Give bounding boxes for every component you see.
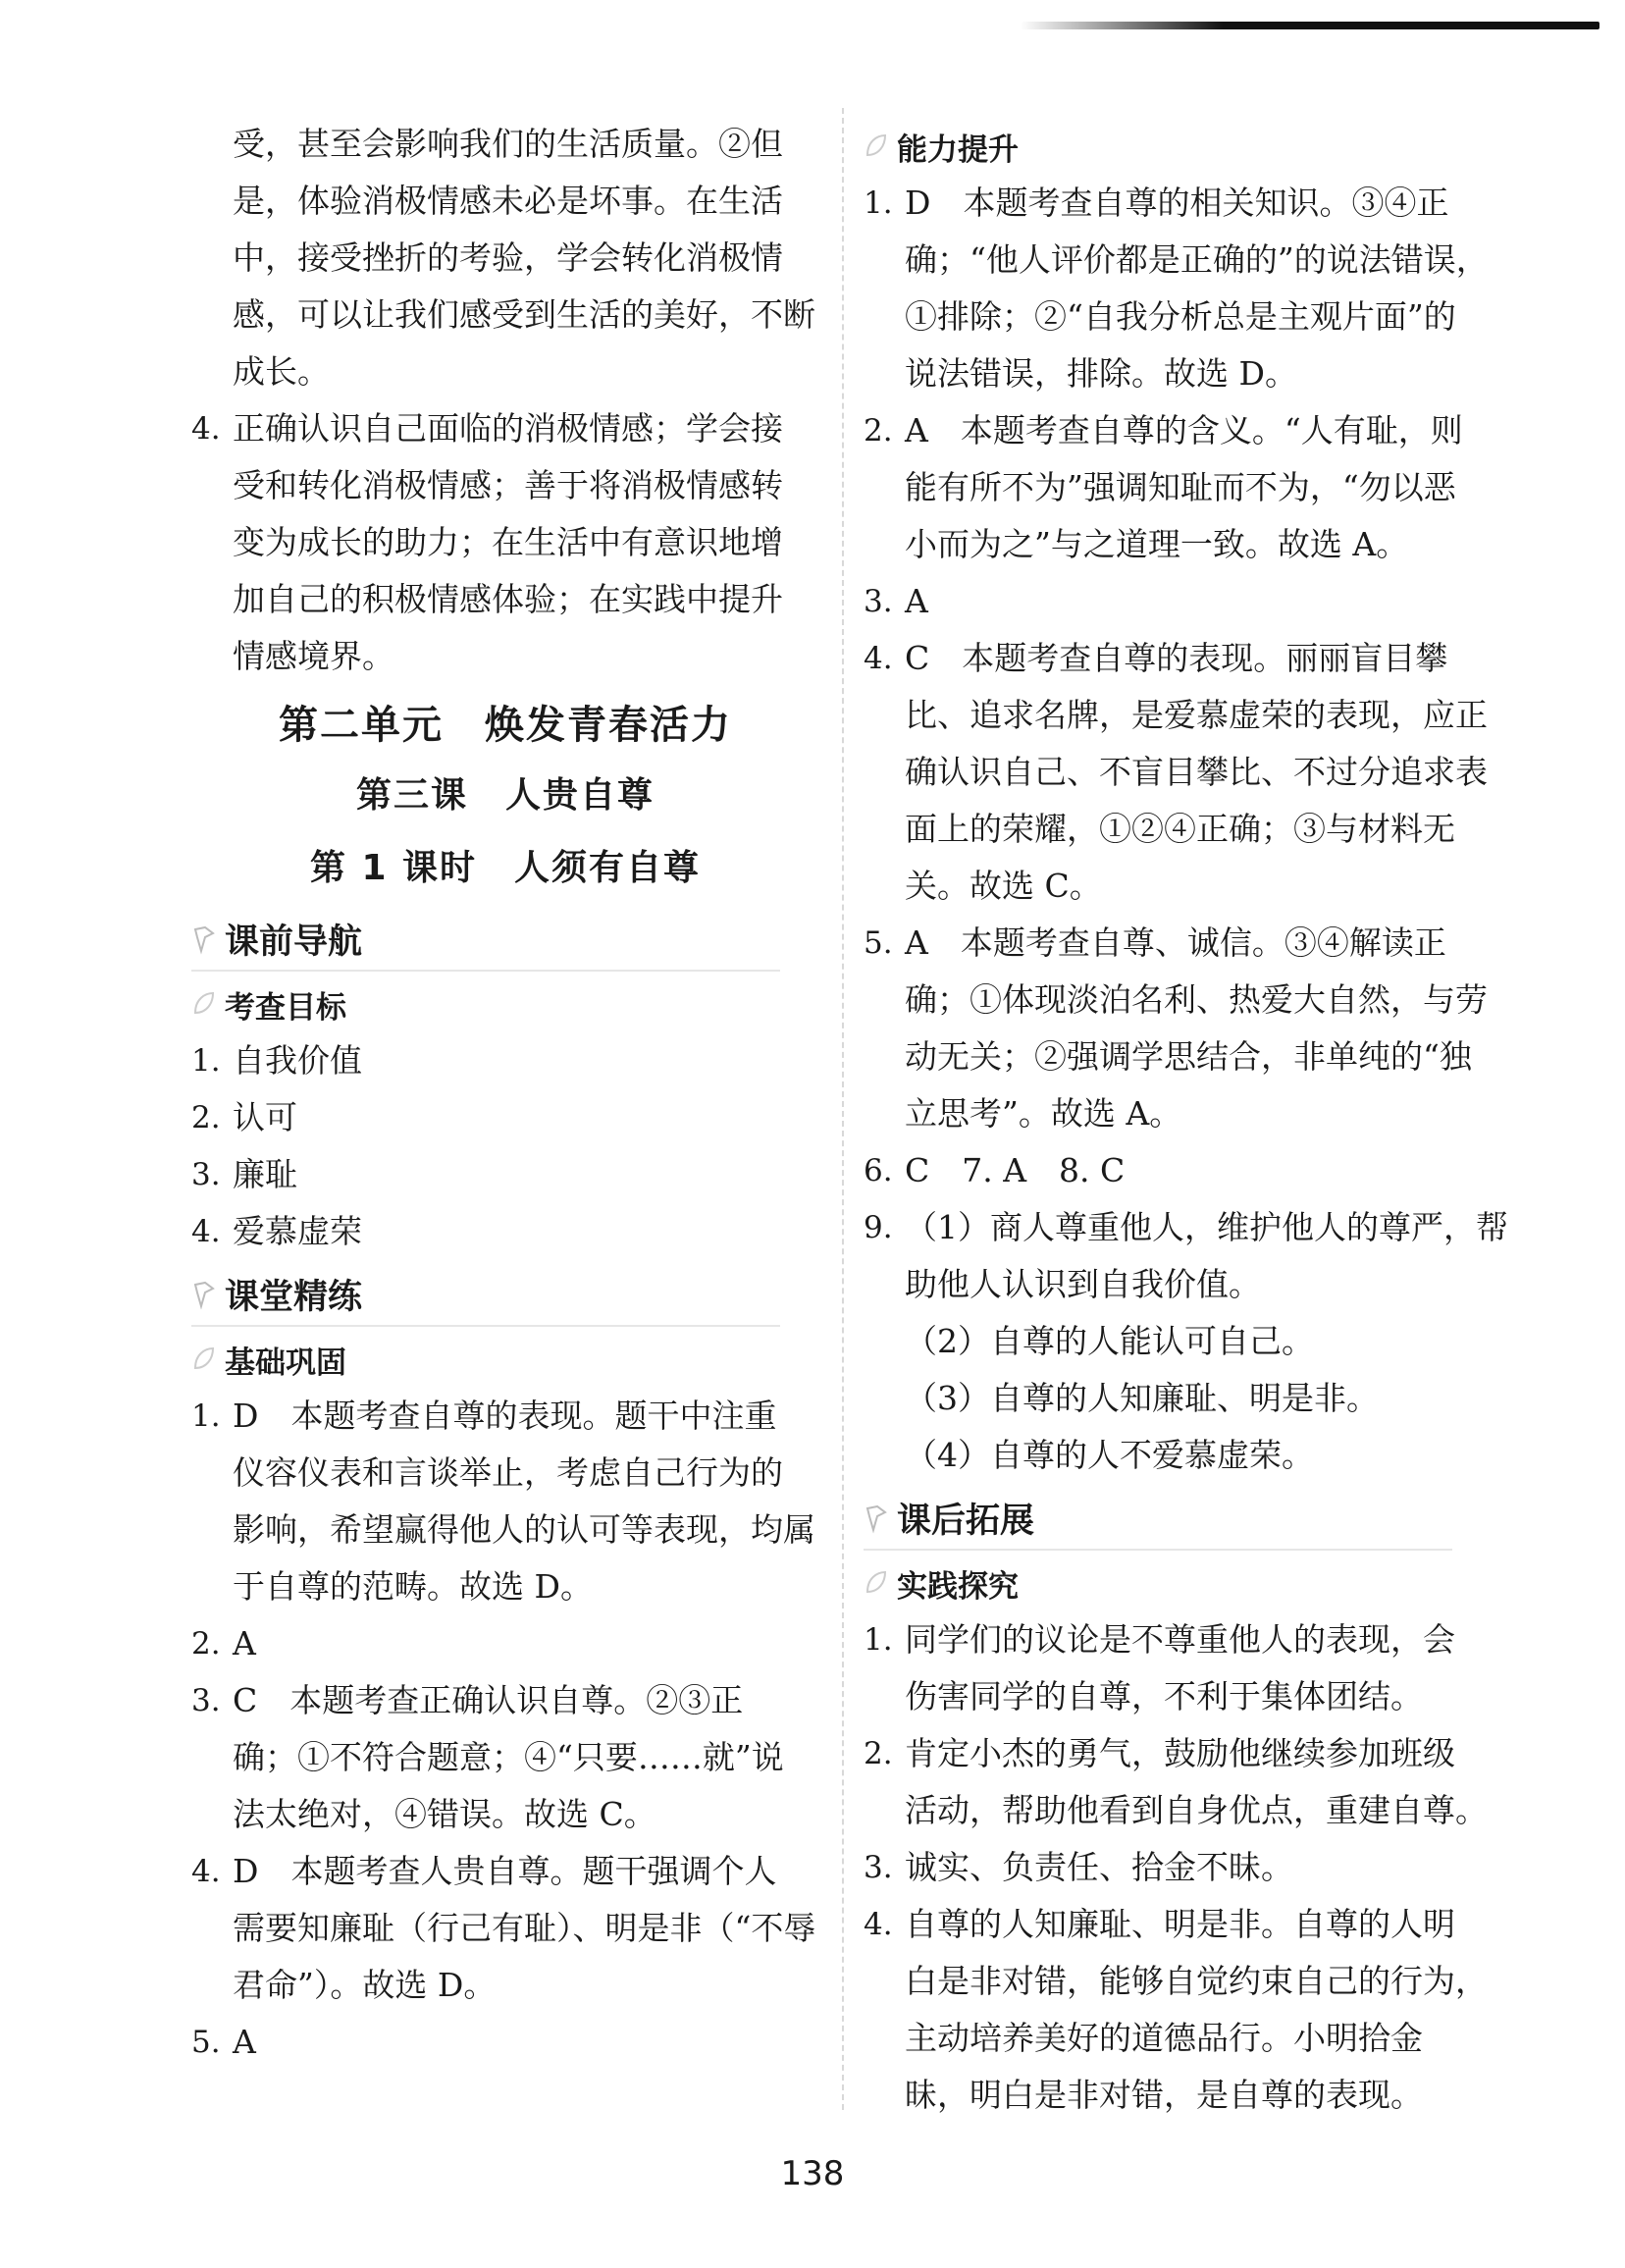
item-number: 2.	[864, 413, 893, 448]
text-line: A	[233, 2023, 256, 2061]
item-number: 1.	[864, 185, 893, 221]
text-line: C 本题考查自尊的表现。丽丽盲目攀	[905, 639, 1448, 677]
top-decor-bar	[1021, 22, 1599, 29]
item-number: 3.	[864, 584, 893, 619]
continued-answer	[191, 116, 819, 400]
item-number: 1.	[191, 1043, 221, 1079]
leaf-icon	[191, 989, 217, 1019]
text-line: 中，接受挫折的考验，学会转化消极情	[233, 238, 783, 277]
answer-item	[191, 2014, 819, 2071]
text-line: 认可	[233, 1098, 297, 1136]
subsection-header-basic	[191, 1331, 819, 1388]
text-line: 主动培养美好的道德品行。小明拾金	[905, 2019, 1423, 2057]
section-title: 课后拓展	[897, 1502, 1035, 1541]
answer-item	[864, 402, 1492, 573]
answer-item	[864, 630, 1492, 915]
lesson-title: 第三课 人贵自尊	[355, 775, 655, 816]
text-line: D 本题考查人贵自尊。题干强调个人	[233, 1852, 777, 1890]
text-line: D 本题考查自尊的相关知识。③④正	[905, 184, 1449, 222]
section-title: 课前导航	[225, 923, 363, 962]
item-number: 4.	[864, 1907, 893, 1942]
text-line: 情感境界。	[233, 637, 394, 675]
text-line: 感，可以让我们感受到生活的美好，不断	[233, 295, 815, 334]
left-column	[191, 116, 819, 2071]
page-number: 138	[780, 2154, 845, 2193]
text-line: 肯定小杰的勇气，鼓励他继续参加班级	[905, 1734, 1455, 1772]
text-line: A 本题考查自尊、诚信。③④解读正	[905, 923, 1446, 962]
answer-item	[864, 573, 1492, 630]
item-number: 4.	[191, 1214, 221, 1249]
leaf-icon	[191, 1345, 217, 1374]
item-number: 1.	[864, 1622, 893, 1658]
text-line: 加自己的积极情感体验；在实践中提升	[233, 580, 783, 618]
item-number: 5.	[191, 2025, 221, 2060]
text-line: 爱慕虚荣	[233, 1212, 362, 1250]
leaf-icon	[864, 1568, 889, 1598]
item-number: 3.	[864, 1850, 893, 1885]
text-line: （4）自尊的人不爱慕虚荣。	[905, 1436, 1314, 1474]
answer-item	[864, 1896, 1492, 2124]
text-line: 自我价值	[233, 1041, 362, 1080]
goal-item	[191, 1032, 819, 1089]
text-line: 动无关；②强调学思结合，非单纯的“独	[905, 1037, 1472, 1076]
text-line: 关。故选 C。	[905, 867, 1102, 905]
item-number: 3.	[191, 1157, 221, 1192]
leaf-icon	[864, 132, 889, 161]
text-line: 昧，明白是非对错，是自尊的表现。	[905, 2076, 1423, 2114]
text-line: A 本题考查自尊的含义。“人有耻，则	[905, 411, 1463, 449]
text-line: 成长。	[233, 352, 330, 391]
text-line: C 7. A 8. C	[905, 1151, 1126, 1189]
text-line: 白是非对错，能够自觉约束自己的行为，	[905, 1962, 1488, 2000]
text-line: 面上的荣耀，①②④正确；③与材料无	[905, 810, 1455, 848]
item-number: 1.	[191, 1398, 221, 1434]
item-number: 2.	[191, 1100, 221, 1135]
column-divider	[842, 108, 844, 2110]
answer-item	[191, 1388, 819, 1615]
answer-item	[864, 1725, 1492, 1839]
text-line: 确；“他人评价都是正确的”的说法错误，	[905, 240, 1489, 279]
text-line: 需要知廉耻（行己有耻）、明是非（“不辱	[233, 1909, 816, 1947]
text-line: 变为成长的助力；在生活中有意识地增	[233, 523, 783, 561]
item-number: 3.	[191, 1683, 221, 1718]
item-number: 4.	[864, 641, 893, 676]
bookmark-icon	[191, 924, 217, 954]
section-header-preview	[191, 909, 780, 972]
goal-item	[191, 1089, 819, 1146]
text-line: 小而为之”与之道理一致。故选 A。	[905, 525, 1409, 563]
text-line: 确认识自己、不盲目攀比、不过分追求表	[905, 753, 1488, 791]
period-title: 第 1 课时 人须有自尊	[309, 848, 702, 888]
item-number: 4.	[191, 411, 221, 447]
subsection-title: 考查目标	[225, 989, 346, 1026]
answer-item	[864, 175, 1492, 402]
text-line: 活动，帮助他看到自身优点，重建自尊。	[905, 1791, 1488, 1829]
bookmark-icon	[864, 1503, 889, 1533]
text-line: 说法错误，排除。故选 D。	[905, 354, 1297, 393]
text-line: 助他人认识到自我价值。	[905, 1265, 1261, 1303]
item-number: 9.	[864, 1210, 893, 1245]
text-line: 能有所不为”强调知耻而不为，“勿以恶	[905, 468, 1456, 506]
text-line: 法太绝对，④错误。故选 C。	[233, 1795, 656, 1833]
text-line: 确；①不符合题意；④“只要……就”说	[233, 1738, 784, 1776]
text-line: 立思考”。故选 A。	[905, 1094, 1182, 1133]
text-line: 受和转化消极情感；善于将消极情感转	[233, 466, 783, 504]
text-line: A	[233, 1624, 256, 1662]
text-line: 影响，希望赢得他人的认可等表现，均属	[233, 1510, 815, 1549]
text-line: 自尊的人知廉耻、明是非。自尊的人明	[905, 1905, 1455, 1943]
subsection-title: 能力提升	[897, 132, 1019, 168]
subsection-header-practice	[864, 1555, 1492, 1611]
text-line: A	[905, 582, 928, 620]
goal-item	[191, 1146, 819, 1203]
item-number: 2.	[191, 1626, 221, 1661]
section-header-class	[191, 1264, 780, 1327]
text-line: 诚实、负责任、拾金不昧。	[905, 1848, 1293, 1886]
text-line: （1）商人尊重他人，维护他人的尊严，帮	[905, 1208, 1508, 1246]
bookmark-icon	[191, 1280, 217, 1309]
section-header-after	[864, 1488, 1452, 1551]
text-line: ①排除；②“自我分析总是主观片面”的	[905, 297, 1456, 336]
answer-item	[864, 915, 1492, 1142]
right-column	[864, 118, 1508, 2124]
answer-item	[864, 1142, 1492, 1199]
text-line: D 本题考查自尊的表现。题干中注重	[233, 1397, 777, 1435]
item-number: 6.	[864, 1153, 893, 1188]
text-line: 正确认识自己面临的消极情感；学会接	[233, 409, 783, 448]
text-line: 比、追求名牌，是爱慕虚荣的表现，应正	[905, 696, 1488, 734]
item-number: 4.	[191, 1854, 221, 1889]
text-line: 确；①体现淡泊名利、热爱大自然，与劳	[905, 980, 1488, 1019]
subsection-header-goals	[191, 976, 819, 1032]
answer-item	[191, 400, 819, 685]
answer-item	[191, 1615, 819, 1672]
subsection-title: 实践探究	[897, 1568, 1019, 1605]
subsection-header-ability	[864, 118, 1492, 175]
text-line: 君命”）。故选 D。	[233, 1966, 497, 2004]
unit-title: 第二单元 焕发青春活力	[279, 703, 732, 748]
subsection-title: 基础巩固	[225, 1345, 346, 1381]
answer-item	[864, 1199, 1508, 1484]
answer-item	[864, 1839, 1492, 1896]
text-line: 仪容仪表和言谈举止，考虑自己行为的	[233, 1453, 783, 1492]
item-number: 5.	[864, 925, 893, 961]
answer-item	[864, 1611, 1492, 1725]
section-title: 课堂精练	[225, 1278, 363, 1317]
text-line: 是，体验消极情感未必是坏事。在生活	[233, 182, 783, 220]
text-line: C 本题考查正确认识自尊。②③正	[233, 1681, 744, 1719]
item-number: 2.	[864, 1736, 893, 1771]
text-line: 受，甚至会影响我们的生活质量。②但	[233, 125, 783, 163]
text-line: 同学们的议论是不尊重他人的表现，会	[905, 1620, 1455, 1659]
text-line: （3）自尊的人知廉耻、明是非。	[905, 1379, 1379, 1417]
text-line: 伤害同学的自尊，不利于集体团结。	[905, 1677, 1423, 1715]
text-line: 于自尊的范畴。故选 D。	[233, 1567, 593, 1606]
answer-item	[191, 1672, 819, 1843]
goal-item	[191, 1203, 819, 1260]
text-line: 廉耻	[233, 1155, 297, 1193]
text-line: （2）自尊的人能认可自己。	[905, 1322, 1314, 1360]
answer-item	[191, 1843, 819, 2014]
